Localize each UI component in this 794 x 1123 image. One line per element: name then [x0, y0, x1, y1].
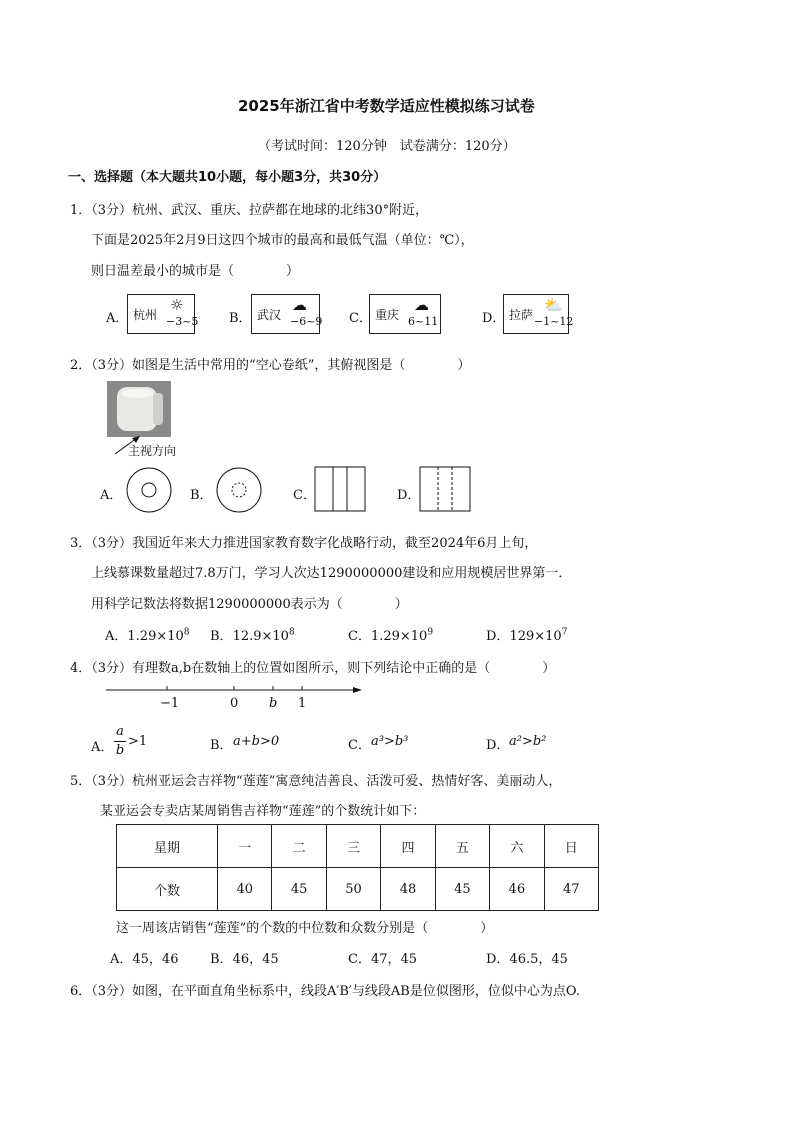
table-cell: 46	[490, 868, 544, 911]
q3-option-d-exp: 7	[561, 627, 568, 638]
axis-label-1: 1	[298, 696, 307, 711]
q3-option-a[interactable]	[105, 625, 190, 644]
q4-option-a-letter[interactable]: A．	[91, 740, 114, 755]
q2-photo-caption: 主视方向	[128, 444, 177, 458]
q1-option-d-box[interactable]	[503, 294, 574, 334]
q4-option-a-text: >1	[128, 734, 148, 749]
q2-option-d-figure[interactable]	[418, 466, 474, 514]
paper-subtitle: （考试时间：120分钟 试卷满分：120分）	[258, 139, 516, 154]
table-cell: 48	[381, 868, 435, 911]
table-cell: 40	[218, 868, 272, 911]
q1-option-a-temp: −3~5	[166, 315, 199, 328]
q5-stem-line3: 这一周该店销售“莲莲”的个数的中位数和众数分别是（ ）	[116, 921, 494, 936]
cloud-icon: ☁	[414, 296, 429, 314]
q4-option-b-letter[interactable]: B．	[210, 738, 233, 753]
q1-option-b-letter[interactable]: B．	[229, 311, 252, 326]
q3-stem-line3: 用科学记数法将数据1290000000表示为（ ）	[91, 597, 408, 612]
q3-option-a-exp: 8	[183, 627, 190, 638]
q3-option-b-exp: 8	[288, 627, 295, 638]
table-row	[117, 868, 599, 911]
q5-option-b[interactable]: B．46，45	[210, 952, 279, 967]
q3-option-a-base: 1.29×10	[127, 629, 184, 644]
axis-label-b: b	[269, 696, 278, 711]
table-cell: 45	[435, 868, 489, 911]
q2-option-a-figure[interactable]	[120, 466, 178, 516]
q3-option-b-base: 12.9×10	[232, 629, 289, 644]
axis-label-0: 0	[230, 696, 239, 711]
q1-stem-line2: 下面是2025年2月9日这四个城市的最高和最低气温（单位：℃），	[91, 233, 474, 248]
q3-option-c-base: 1.29×10	[370, 629, 428, 644]
q3-option-a-letter: A．	[105, 629, 128, 644]
q5-stem-line1: 5．（3分）杭州亚运会吉祥物“莲莲”寓意纯洁善良、活泼可爱、热情好客、美丽动人，	[70, 774, 562, 789]
q3-option-d-letter: D．	[486, 629, 510, 644]
q3-option-c-letter: C．	[348, 629, 371, 644]
q1-option-d-temp: −1~12	[534, 315, 574, 328]
q1-option-a-box[interactable]	[127, 294, 199, 334]
q1-option-d-city: 拉萨	[509, 308, 534, 322]
q1-stem-line3: 则日温差最小的城市是（ ）	[91, 264, 300, 279]
cloud-icon: ☁	[292, 296, 307, 314]
table-cell: 三	[326, 825, 380, 868]
q3-option-d-base: 129×10	[509, 629, 562, 644]
q2-option-d-letter[interactable]: D．	[397, 488, 421, 503]
q2-option-b-figure[interactable]	[210, 466, 268, 516]
table-cell: 50	[326, 868, 380, 911]
table-cell: 二	[272, 825, 326, 868]
table-cell: 五	[435, 825, 489, 868]
table-cell: 45	[272, 868, 326, 911]
q2-option-c-letter[interactable]: C．	[293, 488, 316, 503]
table-cell: 47	[544, 868, 598, 911]
q4-option-d-letter[interactable]: D．	[486, 738, 510, 753]
q1-stem-line1: 1．（3分）杭州、武汉、重庆、拉萨都在地球的北纬30°附近，	[70, 203, 429, 218]
q5-stem-line2: 某亚运会专卖店某周销售吉祥物“莲莲”的个数统计如下：	[100, 804, 426, 819]
fraction-bar	[114, 741, 126, 742]
q3-option-c[interactable]	[348, 625, 433, 644]
table-cell: 日	[544, 825, 598, 868]
sales-table	[116, 824, 599, 911]
q4-stem: 4．（3分）有理数a,b在数轴上的位置如图所示，则下列结论中正确的是（ ）	[70, 661, 556, 676]
q1-option-b-temp: −6~9	[290, 315, 323, 328]
q1-option-d-letter[interactable]: D．	[482, 311, 506, 326]
table-cell: 四	[381, 825, 435, 868]
q1-option-c-temp: 6~11	[408, 315, 439, 328]
q1-option-c-box[interactable]	[369, 294, 441, 334]
q2-option-a-letter[interactable]: A．	[100, 488, 123, 503]
axis-label-neg1: −1	[160, 696, 180, 711]
q4-option-c-text: a³>b³	[371, 734, 409, 749]
paper-title: 2025年浙江省中考数学适应性模拟练习试卷	[238, 97, 535, 115]
q3-stem-line2: 上线慕课数量超过7.8万门，学习人次达1290000000建设和应用规模居世界第一．	[91, 566, 572, 581]
q5-option-a[interactable]: A．45，46	[110, 952, 179, 967]
q5-option-d[interactable]: D．46.5，45	[486, 952, 568, 967]
q4-option-c-letter[interactable]: C．	[348, 738, 371, 753]
q1-option-b-box[interactable]	[251, 294, 323, 334]
q5-option-c[interactable]: C．47，45	[348, 952, 418, 967]
q4-option-b-text: a+b>0	[233, 734, 280, 749]
q3-option-d[interactable]	[486, 625, 567, 644]
q4-option-a-denominator: b	[115, 743, 125, 758]
q3-option-b[interactable]	[210, 625, 295, 644]
q2-stem: 2．（3分）如图是生活中常用的“空心卷纸”，其俯视图是（ ）	[70, 358, 471, 373]
q1-option-a-city: 杭州	[133, 308, 158, 322]
q3-option-b-letter: B．	[210, 629, 233, 644]
q1-option-c-letter[interactable]: C．	[349, 311, 372, 326]
q2-option-b-letter[interactable]: B．	[190, 488, 213, 503]
sun-icon: ☼	[170, 296, 184, 314]
table-cell: 六	[490, 825, 544, 868]
q4-option-d-text: a²>b²	[509, 734, 547, 749]
q2-option-c-figure[interactable]	[313, 466, 369, 514]
q1-option-c-city: 重庆	[375, 308, 400, 322]
table-header-cell: 个数	[117, 868, 218, 911]
sun-cloud-icon: ⛅	[544, 296, 563, 314]
q1-option-b-city: 武汉	[257, 308, 282, 322]
table-header-cell: 星期	[117, 825, 218, 868]
q4-option-a-numerator: a	[116, 724, 124, 739]
q3-option-c-exp: 9	[427, 627, 434, 638]
table-cell: 一	[218, 825, 272, 868]
table-row	[117, 825, 599, 868]
toilet-roll-photo	[107, 381, 171, 437]
q3-stem-line1: 3．（3分）我国近年来大力推进国家教育数字化战略行动，截至2024年6月上旬，	[70, 536, 538, 551]
q1-option-a-letter[interactable]: A．	[106, 311, 129, 326]
q6-stem: 6．（3分）如图，在平面直角坐标系中，线段A′B′与线段AB是位似图形，位似中心为点O.	[70, 984, 580, 999]
section-heading: 一、选择题（本大题共10小题，每小题3分，共30分）	[68, 170, 387, 185]
